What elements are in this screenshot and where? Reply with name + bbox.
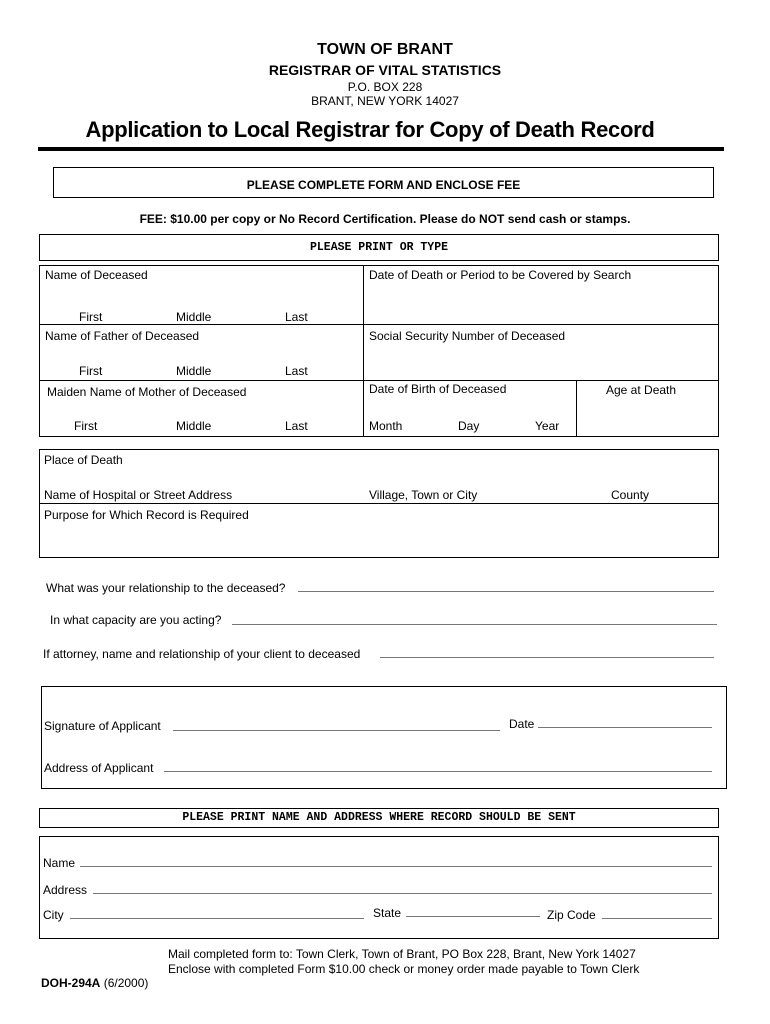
notice-box: [53, 167, 714, 198]
birth-date-label: Date of Birth of Deceased: [369, 382, 507, 396]
village-label: Village, Town or City: [369, 488, 478, 502]
enclose-instructions: Enclose with completed Form $10.00 check or money order made payable to Town Clerk: [168, 962, 640, 976]
city-state: BRANT, NEW YORK 14027: [311, 94, 459, 108]
page-title: Application to Local Registrar for Copy of Death Record: [85, 117, 655, 142]
mail-instructions: Mail completed form to: Town Clerk, Town of Brant, PO Box 228, Brant, New York 14027: [168, 947, 636, 961]
date-line[interactable]: [538, 727, 712, 728]
send-zip-line[interactable]: [602, 918, 712, 919]
purpose-label: Purpose for Which Record is Required: [44, 508, 249, 522]
send-address-line[interactable]: [93, 893, 712, 894]
table-row-divider: [39, 380, 719, 381]
applicant-address-line[interactable]: [164, 771, 712, 772]
ssn-label: Social Security Number of Deceased: [369, 329, 566, 343]
place-of-death-label: Place of Death: [44, 453, 123, 467]
send-city-label: City: [43, 908, 64, 922]
notice-text: PLEASE COMPLETE FORM AND ENCLOSE FEE: [246, 178, 521, 192]
capacity-line[interactable]: [232, 624, 717, 625]
mother-maiden-label: Maiden Name of Mother of Deceased: [47, 385, 247, 399]
middle-label: Middle: [176, 364, 212, 378]
form-date: (6/2000): [103, 976, 149, 990]
send-to-heading: PLEASE PRINT NAME AND ADDRESS WHERE RECORD SHOULD BE SENT: [182, 811, 576, 824]
relationship-line[interactable]: [298, 591, 714, 592]
send-to-box: [39, 836, 719, 939]
middle-label: Middle: [176, 419, 212, 433]
day-label: Day: [458, 419, 480, 433]
signature-line[interactable]: [173, 730, 500, 731]
year-label: Year: [535, 419, 560, 433]
first-label: First: [79, 364, 103, 378]
table-divider: [363, 265, 364, 437]
form-number: DOH-294A: [41, 976, 101, 990]
form-id: [41, 976, 148, 990]
applicant-address-label: Address of Applicant: [44, 761, 154, 775]
table-row-divider: [39, 324, 719, 325]
po-box: P.O. BOX 228: [347, 80, 423, 94]
attorney-label: If attorney, name and relationship of your client to deceased: [43, 647, 361, 661]
date-label: Date: [509, 717, 535, 731]
death-date-label: Date of Death or Period to be Covered by Search: [369, 268, 632, 282]
send-city-line[interactable]: [70, 918, 364, 919]
attorney-line[interactable]: [380, 657, 714, 658]
first-label: First: [74, 419, 98, 433]
hospital-label: Name of Hospital or Street Address: [44, 488, 233, 502]
signature-label: Signature of Applicant: [44, 719, 161, 733]
relationship-label: What was your relationship to the deceased?: [46, 581, 286, 595]
send-state-line[interactable]: [406, 916, 540, 917]
deceased-info-table: [39, 265, 719, 437]
send-name-line[interactable]: [80, 866, 712, 867]
middle-label: Middle: [176, 310, 212, 324]
registrar-title: REGISTRAR OF VITAL STATISTICS: [268, 62, 502, 78]
deceased-name-label: Name of Deceased: [45, 268, 148, 282]
send-name-label: Name: [43, 856, 76, 870]
send-to-heading-box: [39, 808, 719, 828]
table-divider: [576, 380, 577, 437]
last-label: Last: [285, 419, 308, 433]
last-label: Last: [285, 364, 308, 378]
print-type-label: PLEASE PRINT OR TYPE: [309, 241, 449, 254]
last-label: Last: [285, 310, 308, 324]
county-label: County: [611, 488, 650, 502]
month-label: Month: [369, 419, 403, 433]
capacity-label: In what capacity are you acting?: [50, 613, 222, 627]
table-row-divider: [39, 503, 719, 504]
send-zip-label: Zip Code: [547, 908, 596, 922]
first-label: First: [79, 310, 103, 324]
age-at-death-label: Age at Death: [606, 383, 677, 397]
town-name: TOWN OF BRANT: [317, 41, 453, 58]
print-type-box: [39, 234, 719, 261]
fee-text: FEE: $10.00 per copy or No Record Certification. Please do NOT send cash or stamps.: [139, 212, 631, 226]
send-address-label: Address: [43, 883, 88, 897]
send-state-label: State: [373, 906, 402, 920]
title-rule: [38, 147, 724, 151]
father-name-label: Name of Father of Deceased: [45, 329, 200, 343]
